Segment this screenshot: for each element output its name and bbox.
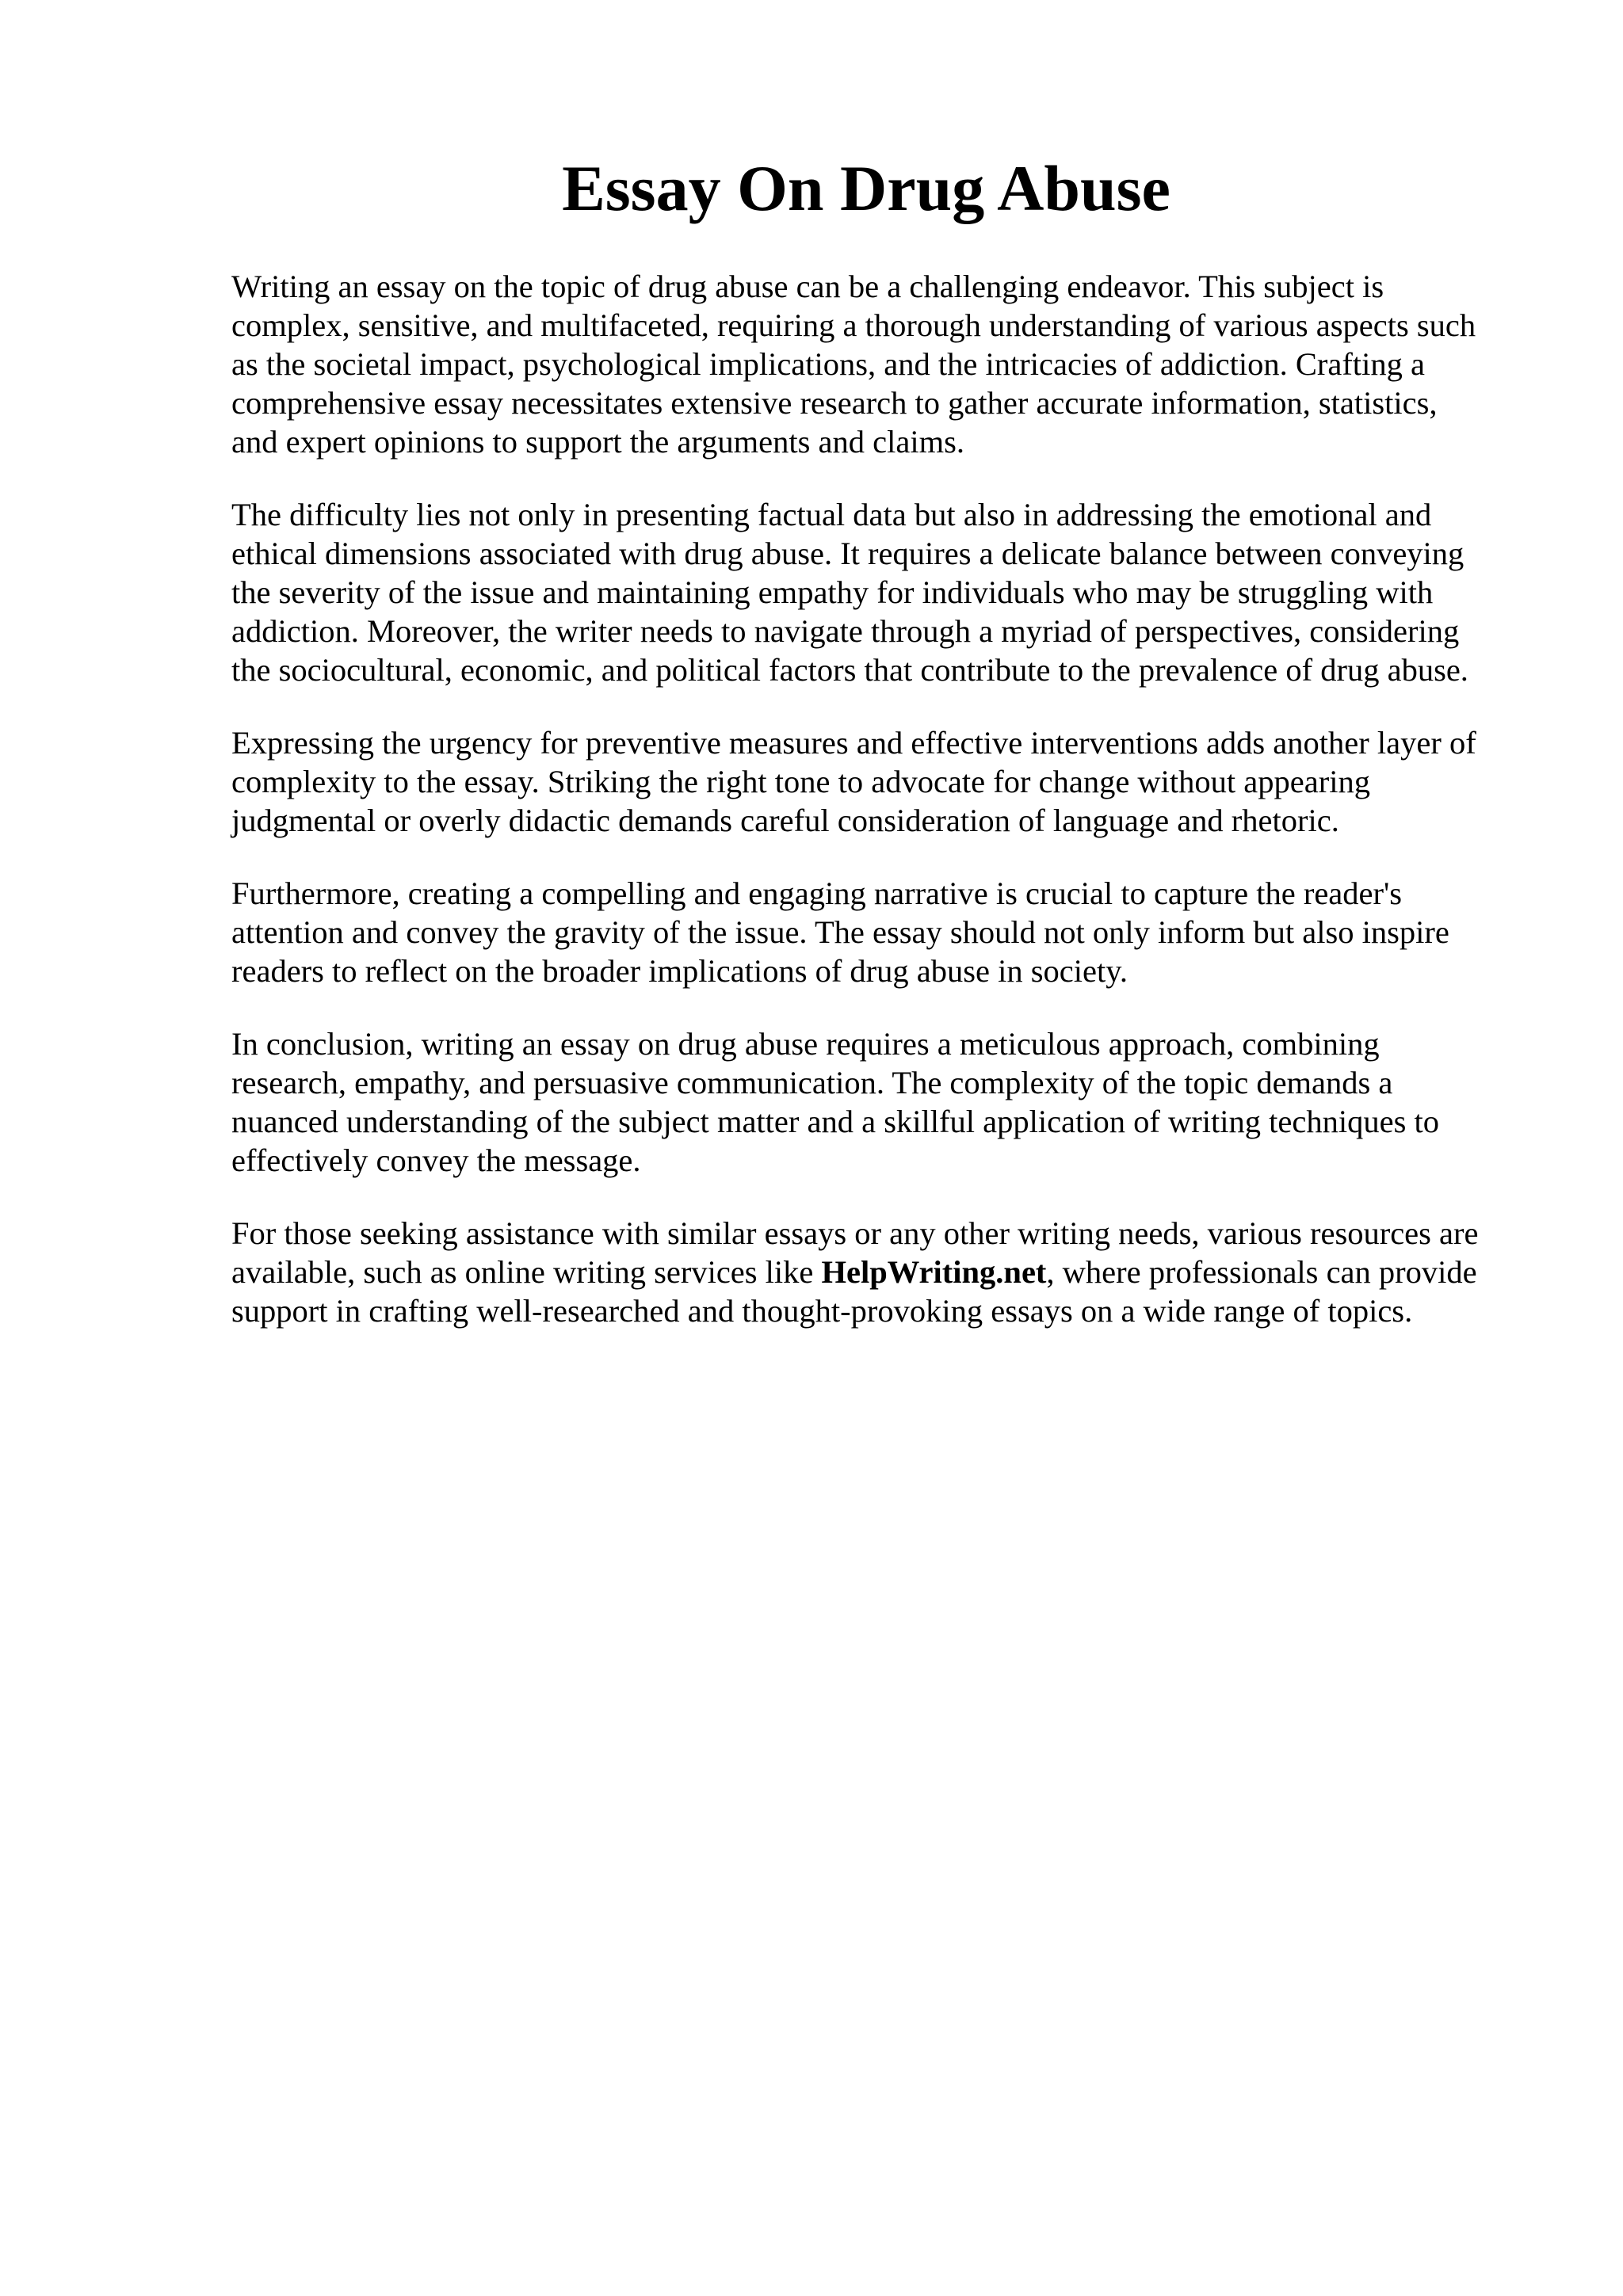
text-line: addiction. Moreover, the writer needs to navigate through a myriad of perspectives, considering [231,613,1460,649]
text-line: complex, sensitive, and multifaceted, requiring a thorough understanding of various aspects such [231,307,1476,343]
text-line: judgmental or overly didactic demands careful consideration of language and rhetoric. [231,803,1339,838]
paragraph-6 [231,1214,1515,1330]
text-line [231,1253,1515,1291]
paragraph-1 [231,267,1515,461]
helpwriting-link[interactable]: HelpWriting.net [821,1254,1047,1290]
text-line: the severity of the issue and maintaining empathy for individuals who may be struggling with [231,574,1434,610]
text-segment: , where professionals can provide [1046,1254,1477,1290]
paragraph-5 [231,1024,1515,1180]
text-line: nuanced understanding of the subject matter and a skillful application of writing techniques to [231,1104,1439,1139]
text-segment: available, such as online writing services like [231,1254,822,1290]
text-line: Furthermore, creating a compelling and engaging narrative is crucial to capture the reader's [231,875,1403,911]
document-title: Essay On Drug Abuse [562,152,1170,224]
text-line: In conclusion, writing an essay on drug abuse requires a meticulous approach, combining [231,1026,1380,1062]
paragraph-4 [231,874,1515,990]
text-line: the sociocultural, economic, and political factors that contribute to the prevalence of drug abuse. [231,652,1468,688]
text-line: For those seeking assistance with similar essays or any other writing needs, various resources are [231,1215,1479,1251]
text-line: readers to reflect on the broader implications of drug abuse in society. [231,953,1128,989]
document-body [231,267,1515,1364]
text-line: comprehensive essay necessitates extensive research to gather accurate information, statistics, [231,385,1438,421]
text-line: research, empathy, and persuasive communication. The complexity of the topic demands a [231,1065,1393,1100]
text-line: complexity to the essay. Striking the right tone to advocate for change without appearing [231,764,1370,799]
text-line: and expert opinions to support the arguments and claims. [231,424,964,460]
text-line: Expressing the urgency for preventive measures and effective interventions adds another layer of [231,725,1476,761]
text-line: The difficulty lies not only in presenting factual data but also in addressing the emotional and [231,497,1432,532]
text-line: attention and convey the gravity of the issue. The essay should not only inform but also inspire [231,914,1449,950]
text-line: Writing an essay on the topic of drug abuse can be a challenging endeavor. This subject is [231,269,1384,304]
text-line: ethical dimensions associated with drug abuse. It requires a delicate balance between conveying [231,536,1465,571]
text-line: as the societal impact, psychological implications, and the intricacies of addiction. Crafting a [231,346,1425,382]
paragraph-3 [231,723,1515,840]
text-line: support in crafting well-researched and thought-provoking essays on a wide range of topics. [231,1293,1413,1329]
paragraph-2 [231,495,1515,689]
text-line: effectively convey the message. [231,1142,641,1178]
